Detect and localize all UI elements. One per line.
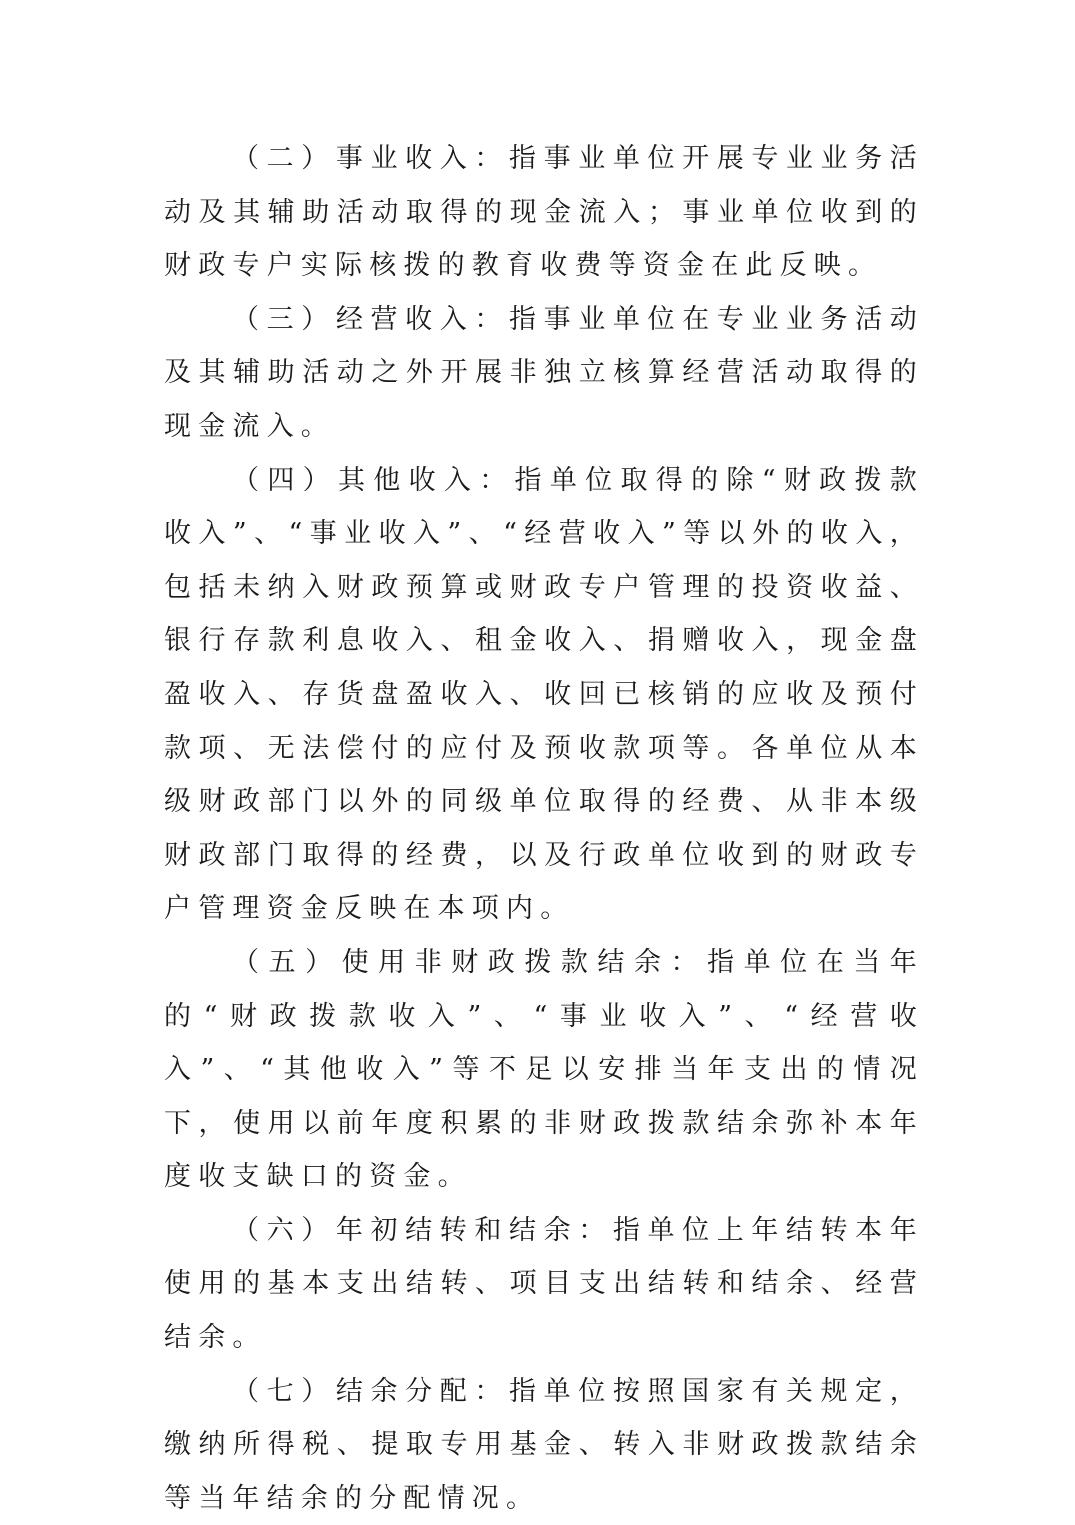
paragraph-other-income: （四）其他收入：指单位取得的除“财政拨款收入”、“事业收入”、“经营收入”等以外的收入，包括未纳入财政预算或财政专户管理的投资收益、银行存款利息收入、租金收入、捐赠收入，现金盘盈收入、存货盘盈收入、收回已核销的应收及预付款项、无法偿付的应付及预收款项等。各单位从本级财政部门以外的同级单位取得的经费、从非本级财政部门取得的经费，以及行政单位收到的财政专户管理资金反映在本项内。 bbox=[164, 464, 924, 925]
paragraph-surplus-distribution: （七）结余分配：指单位按照国家有关规定，缴纳所得税、提取专用基金、转入非财政拨款结余等当年结余的分配情况。 bbox=[164, 1375, 924, 1514]
paragraph-non-fiscal-surplus: （五）使用非财政拨款结余：指单位在当年的“财政拨款收入”、“事业收入”、“经营收入”、“其他收入”等不足以安排当年支出的情况下，使用以前年度积累的非财政拨款结余弥补本年度收支缺口的资金。 bbox=[164, 946, 924, 1193]
paragraph-business-income: （二）事业收入：指事业单位开展专业业务活动及其辅助活动取得的现金流入；事业单位收到的财政专户实际核拨的教育收费等资金在此反映。 bbox=[164, 143, 924, 282]
paragraph-carryover-surplus: （六）年初结转和结余：指单位上年结转本年使用的基本支出结转、项目支出结转和结余、经营结余。 bbox=[164, 1214, 924, 1354]
paragraph-operating-income: （三）经营收入：指事业单位在专业业务活动及其辅助活动之外开展非独立核算经营活动取得的现金流入。 bbox=[164, 303, 924, 442]
document-body bbox=[164, 132, 924, 1525]
